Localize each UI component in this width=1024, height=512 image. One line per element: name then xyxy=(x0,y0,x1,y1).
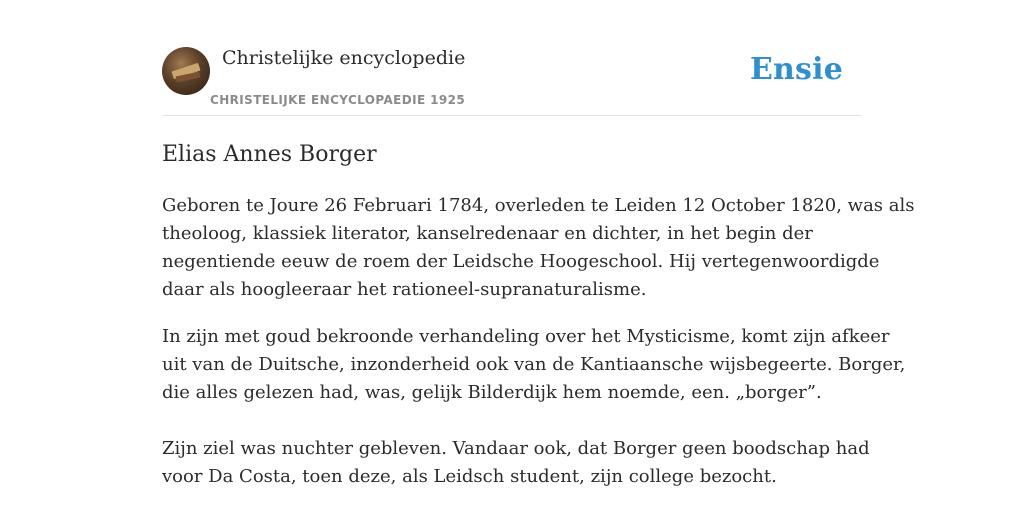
text-line: uit van de Duitsche, inzonderheid ook van de Kantiaansche wijsbegeerte. Borger, xyxy=(162,354,906,375)
ensie-logo[interactable]: Ensie xyxy=(749,52,843,87)
article-body xyxy=(162,192,915,491)
text-line: voor Da Costa, toen deze, als Leidsch student, zijn college bezocht. xyxy=(162,466,777,487)
text-line: theoloog, klassiek literator, kanselredenaar en dichter, in het begin der xyxy=(162,223,813,244)
line-break xyxy=(162,407,862,435)
paragraph xyxy=(162,323,906,491)
text-line: Zijn ziel was nuchter gebleven. Vandaar ook, dat Borger geen boodschap had xyxy=(162,438,870,459)
text-line: negentiende eeuw de roem der Leidsche Hoogeschool. Hij vertegenwoordigde xyxy=(162,251,880,272)
text-line: Geboren te Joure 26 Februari 1784, overleden te Leiden 12 October 1820, was als xyxy=(162,195,915,216)
site-subtitle: CHRISTELIJKE ENCYCLOPAEDIE 1925 xyxy=(210,93,466,107)
site-name-link[interactable]: Christelijke encyclopedie xyxy=(222,47,466,69)
paragraph xyxy=(162,192,915,304)
text-line: In zijn met goud bekroonde verhandeling over het Mysticisme, komt zijn afkeer xyxy=(162,326,890,347)
site-header xyxy=(162,46,862,116)
article-title: Elias Annes Borger xyxy=(162,142,377,167)
text-line: daar als hoogleeraar het rationeel-supranaturalisme. xyxy=(162,279,647,300)
text-line: die alles gelezen had, was, gelijk Bilderdijk hem noemde, een. „borger”. xyxy=(162,382,822,403)
encyclopedia-avatar[interactable] xyxy=(162,47,210,95)
